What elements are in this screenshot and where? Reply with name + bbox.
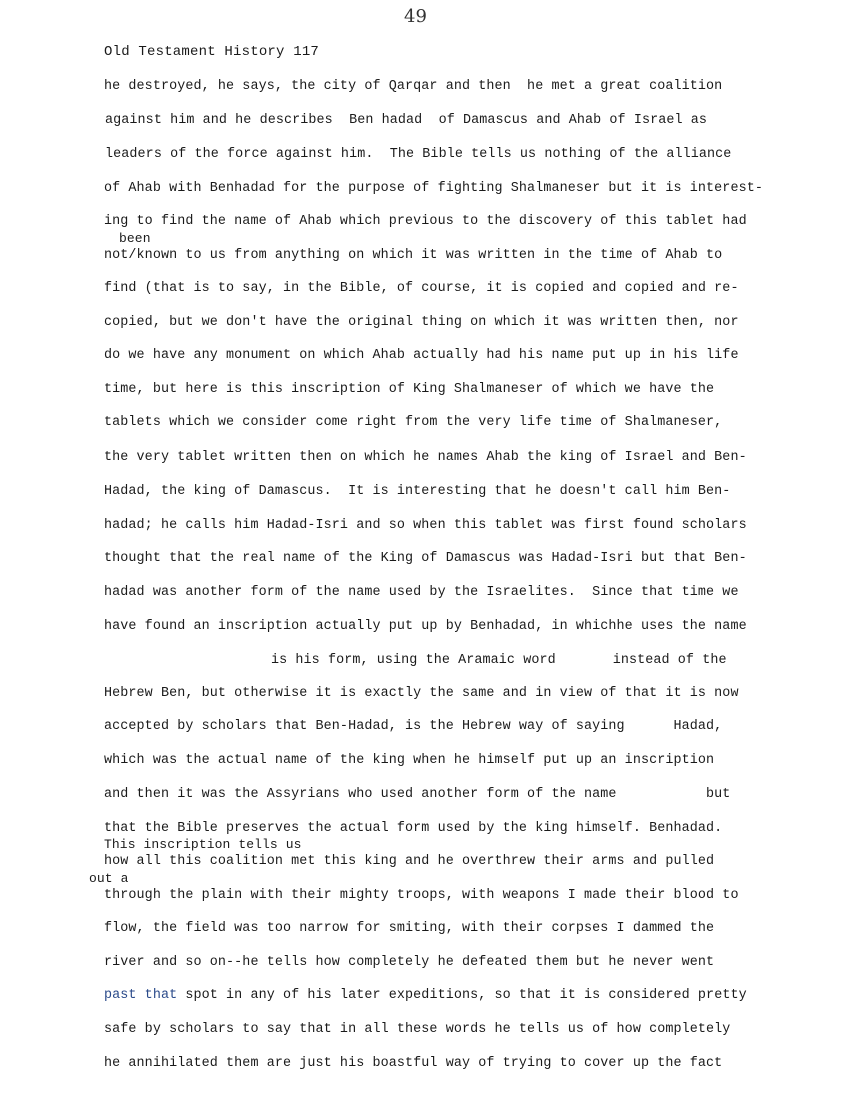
- text-line: river and so on--he tells how completely he defeated them but he never went: [104, 955, 715, 970]
- text-line: not/known to us from anything on which it was written in the time of Ahab to: [104, 248, 723, 263]
- text-line: through the plain with their mighty troops, with weapons I made their blood to: [104, 888, 739, 903]
- text-line: tablets which we consider come right from the very life time of Shalmaneser,: [104, 415, 723, 430]
- text-line: safe by scholars to say that in all these words he tells us of how completely: [104, 1022, 731, 1037]
- text-line: thought that the real name of the King of Damascus was Hadad-Isri but that Ben-: [104, 551, 747, 566]
- blue-ink-annotation: past that: [104, 988, 178, 1003]
- text-line: of Ahab with Benhadad for the purpose of fighting Shalmaneser but it is interest-: [104, 181, 763, 196]
- text-line: been: [119, 231, 151, 246]
- text-line: which was the actual name of the king when he himself put up an inscription: [104, 753, 715, 768]
- text-line: he destroyed, he says, the city of Qarqar and then he met a great coalition: [104, 79, 723, 94]
- text-line-annotated: [104, 988, 747, 1003]
- text-line: and then it was the Assyrians who used another form of the name but: [104, 787, 731, 802]
- text-line: copied, but we don't have the original thing on which it was written then, nor: [104, 315, 739, 330]
- text-line: he annihilated them are just his boastful way of trying to cover up the fact: [104, 1056, 723, 1071]
- text-line: out a: [89, 871, 129, 886]
- text-line: This inscription tells us: [104, 837, 302, 852]
- document-header: Old Testament History 117: [104, 44, 320, 60]
- text-line: against him and he describes Ben hadad of Damascus and Ahab of Israel as: [105, 113, 708, 128]
- text-line: do we have any monument on which Ahab actually had his name put up in his life: [104, 348, 739, 363]
- text-line: is his form, using the Aramaic word instead of the: [271, 653, 727, 668]
- text-line: the very tablet written then on which he names Ahab the king of Israel and Ben-: [104, 450, 747, 465]
- text-line: accepted by scholars that Ben-Hadad, is the Hebrew way of saying Hadad,: [104, 719, 723, 734]
- text-line: Hadad, the king of Damascus. It is interesting that he doesn't call him Ben-: [104, 484, 731, 499]
- text-fragment: spot in any of his later expeditions, so that it is considered pretty: [177, 988, 747, 1003]
- text-line: Hebrew Ben, but otherwise it is exactly the same and in view of that it is now: [104, 686, 739, 701]
- text-line: hadad; he calls him Hadad-Isri and so when this tablet was first found scholars: [104, 518, 747, 533]
- text-line: ing to find the name of Ahab which previous to the discovery of this tablet had: [104, 214, 747, 229]
- text-line: have found an inscription actually put up by Benhadad, in whichhe uses the name: [104, 619, 747, 634]
- text-line: leaders of the force against him. The Bible tells us nothing of the alliance: [105, 147, 732, 162]
- text-line: hadad was another form of the name used by the Israelites. Since that time we: [104, 585, 739, 600]
- text-line: how all this coalition met this king and he overthrew their arms and pulled: [104, 854, 715, 869]
- text-line: time, but here is this inscription of King Shalmaneser of which we have the: [104, 382, 715, 397]
- text-line: flow, the field was too narrow for smiting, with their corpses I dammed the: [104, 921, 715, 936]
- page-number: 49: [404, 6, 427, 27]
- text-line: that the Bible preserves the actual form used by the king himself. Benhadad.: [104, 821, 723, 836]
- text-line: find (that is to say, in the Bible, of course, it is copied and copied and re-: [104, 281, 739, 296]
